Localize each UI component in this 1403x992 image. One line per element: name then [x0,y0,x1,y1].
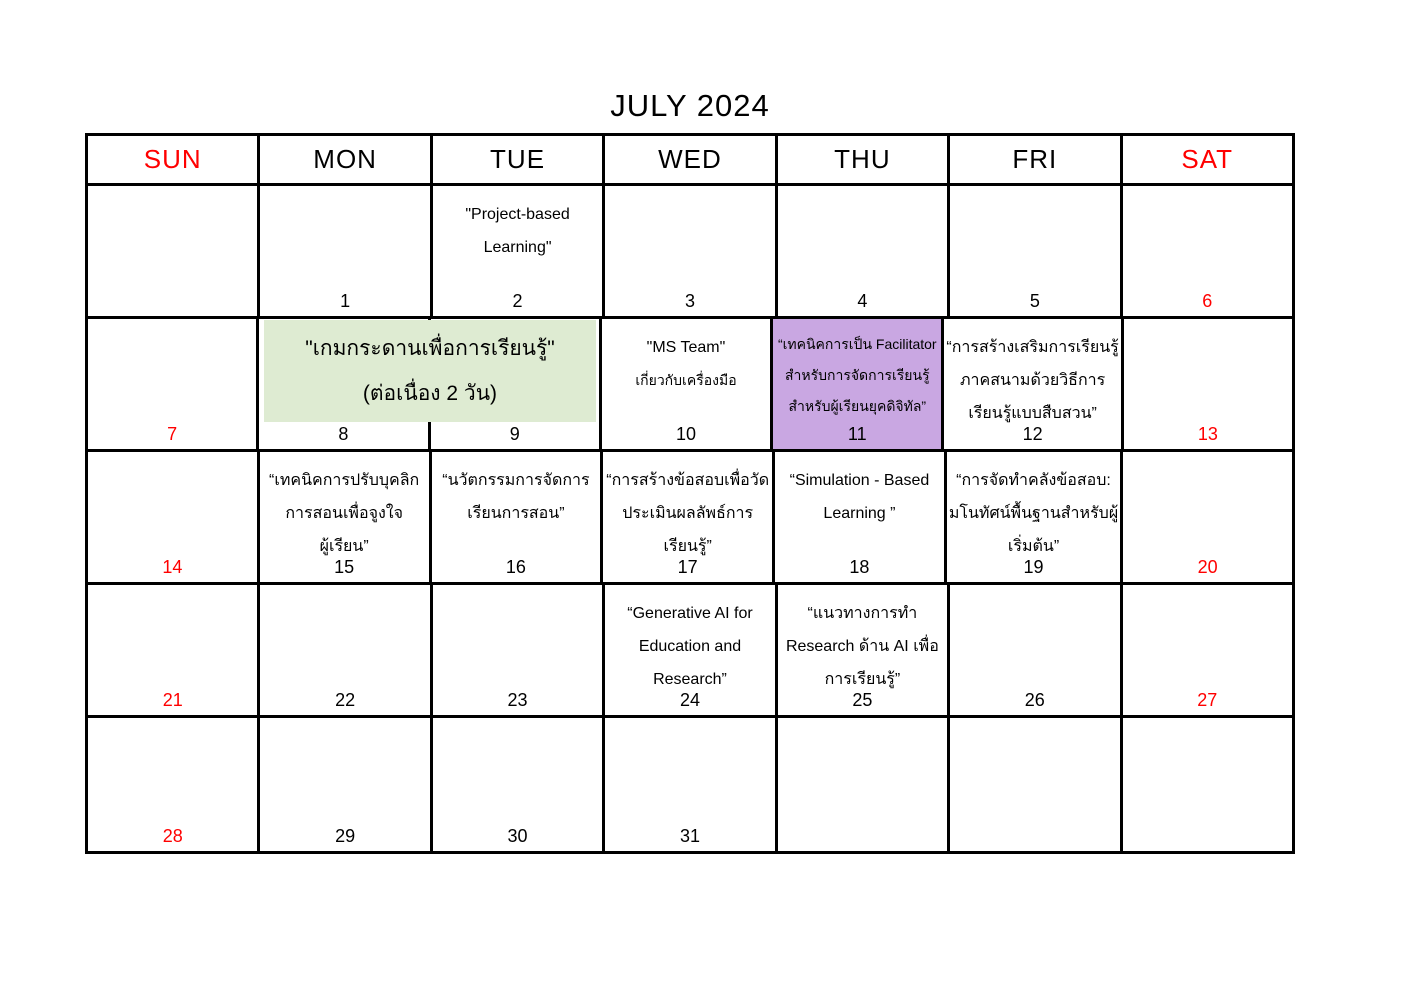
day-cell-11 [773,319,944,452]
day-number: 10 [675,424,696,444]
weekday-header-row [88,136,1292,186]
week-row-5 [88,718,1292,851]
event-line: “Generative AI for [627,605,753,622]
day-number: 20 [1197,557,1218,577]
weeks-container [88,186,1292,851]
week-row-4 [88,585,1292,718]
event-line: “แนวทางการทำ [807,605,918,622]
day-number: 26 [1024,690,1045,710]
event-text [778,585,947,696]
event-subline: เกี่ยวกับเครื่องมือ [635,372,737,388]
weekday-header-mon: MON [260,136,432,186]
day-cell-16 [432,452,604,585]
day-cell-13 [1124,319,1292,452]
day-cell-6 [1123,186,1292,319]
event-line: Learning ” [823,505,896,522]
event-text [433,186,602,264]
page-title: JULY 2024 [610,88,770,123]
day-cell-5 [950,186,1122,319]
event-line: เรียนรู้” [663,538,712,555]
day-number: 25 [852,690,873,710]
event-line: “การสร้างเสริมการเรียนรู้ [946,339,1119,356]
event-text [773,319,941,422]
day-cell-27 [1123,585,1292,718]
day-cell-21 [88,585,260,718]
day-cell-28 [88,718,260,851]
event-line: เรียนรู้แบบสืบสวน” [968,405,1097,422]
day-cell-14 [88,452,260,585]
event-line: "Project-based [465,206,570,223]
day-number: 6 [1202,291,1213,311]
event-line: ภาคสนามด้วยวิธีการ [959,372,1106,389]
day-number: 19 [1023,557,1044,577]
day-number: 8 [338,424,349,444]
day-cell-22 [260,585,432,718]
weekday-header-fri: FRI [950,136,1122,186]
day-cell-3 [605,186,777,319]
day-cell-empty [1123,718,1292,851]
day-number: 28 [162,826,183,846]
day-cell-25 [778,585,950,718]
day-cell-30 [433,718,605,851]
event-line: “เทคนิคการเป็น Facilitator [777,336,937,352]
event-line: “การจัดทำคลังข้อสอบ: [956,472,1111,489]
day-number: 14 [162,557,183,577]
weekday-header-sun: SUN [88,136,260,186]
event-line: การสอนเพื่อจูงใจ [285,505,403,522]
event-line: Research ด้าน AI เพื่อ [785,638,939,655]
day-number: 13 [1197,424,1218,444]
event-line: เริ่มต้น” [1007,538,1060,555]
day-number: 29 [335,826,356,846]
day-number: 23 [507,690,528,710]
day-cell-26 [950,585,1122,718]
day-number: 9 [509,424,520,444]
event-text [944,319,1120,430]
event-line: สำหรับการจัดการเรียนรู้ [784,367,930,383]
event-line: การเรียนรู้” [824,671,901,688]
day-cell-29 [260,718,432,851]
event-line: “เทคนิคการปรับบุคลิก [269,472,420,489]
day-cell-19 [947,452,1123,585]
day-number: 11 [847,424,867,444]
event-line: สำหรับผู้เรียนยุคดิจิทัล” [788,398,927,414]
event-line: “Simulation - Based [789,472,930,489]
event-text [432,452,601,530]
calendar-grid [85,133,1295,854]
day-number: 27 [1197,690,1218,710]
day-cell-23 [433,585,605,718]
day-cell-17 [603,452,775,585]
weekday-header-wed: WED [605,136,777,186]
event-text [605,585,774,696]
day-number: 7 [167,424,178,444]
day-cell-empty [950,718,1122,851]
weekday-header-sat: SAT [1123,136,1292,186]
event-line: ผู้เรียน” [319,538,369,555]
day-cell-12 [944,319,1123,452]
event-line: “การสร้างข้อสอบเพื่อวัด [606,472,770,489]
day-cell-20 [1123,452,1292,585]
day-cell-empty [88,186,260,319]
multi-day-event-line: (ต่อเนื่อง 2 วัน) [362,382,498,405]
multi-day-event-jul8-9 [264,320,596,422]
day-cell-10 [602,319,773,452]
day-number: 1 [340,291,351,311]
event-line: เรียนการสอน” [467,505,565,522]
day-number: 5 [1029,291,1040,311]
day-number: 17 [677,557,698,577]
day-cell-18 [775,452,947,585]
day-number: 24 [679,690,700,710]
event-text [260,452,429,563]
day-number: 31 [679,826,700,846]
day-cell-4 [778,186,950,319]
weekday-header-tue: TUE [433,136,605,186]
day-cell-24 [605,585,777,718]
day-number: 21 [162,690,183,710]
event-line: ประเมินผลลัพธ์การ [622,505,754,522]
event-line: “นวัตกรรมการจัดการ [442,472,590,489]
day-number: 22 [335,690,356,710]
event-line: มโนทัศน์พื้นฐานสำหรับผู้ [948,505,1119,522]
day-cell-15 [260,452,432,585]
week-row-3 [88,452,1292,585]
event-text [602,319,770,397]
day-number: 18 [849,557,870,577]
day-cell-1 [260,186,432,319]
event-text [947,452,1120,563]
day-number: 4 [857,291,868,311]
week-row-1 [88,186,1292,319]
day-cell-empty [778,718,950,851]
day-cell-2 [433,186,605,319]
event-text [603,452,772,563]
day-number: 12 [1022,424,1043,444]
event-line: "MS Team" [646,339,726,356]
day-number: 30 [507,826,528,846]
day-number: 2 [512,291,523,311]
multi-day-event-line: "เกมกระดานเพื่อการเรียนรู้" [305,337,555,360]
day-cell-31 [605,718,777,851]
weekday-header-thu: THU [778,136,950,186]
day-number: 16 [505,557,526,577]
event-line: Learning" [483,239,552,256]
day-number: 3 [684,291,695,311]
day-cell-7 [88,319,259,452]
event-line: Education and [638,638,742,655]
event-line: Research” [653,671,727,688]
event-text [775,452,944,530]
day-number: 15 [334,557,355,577]
